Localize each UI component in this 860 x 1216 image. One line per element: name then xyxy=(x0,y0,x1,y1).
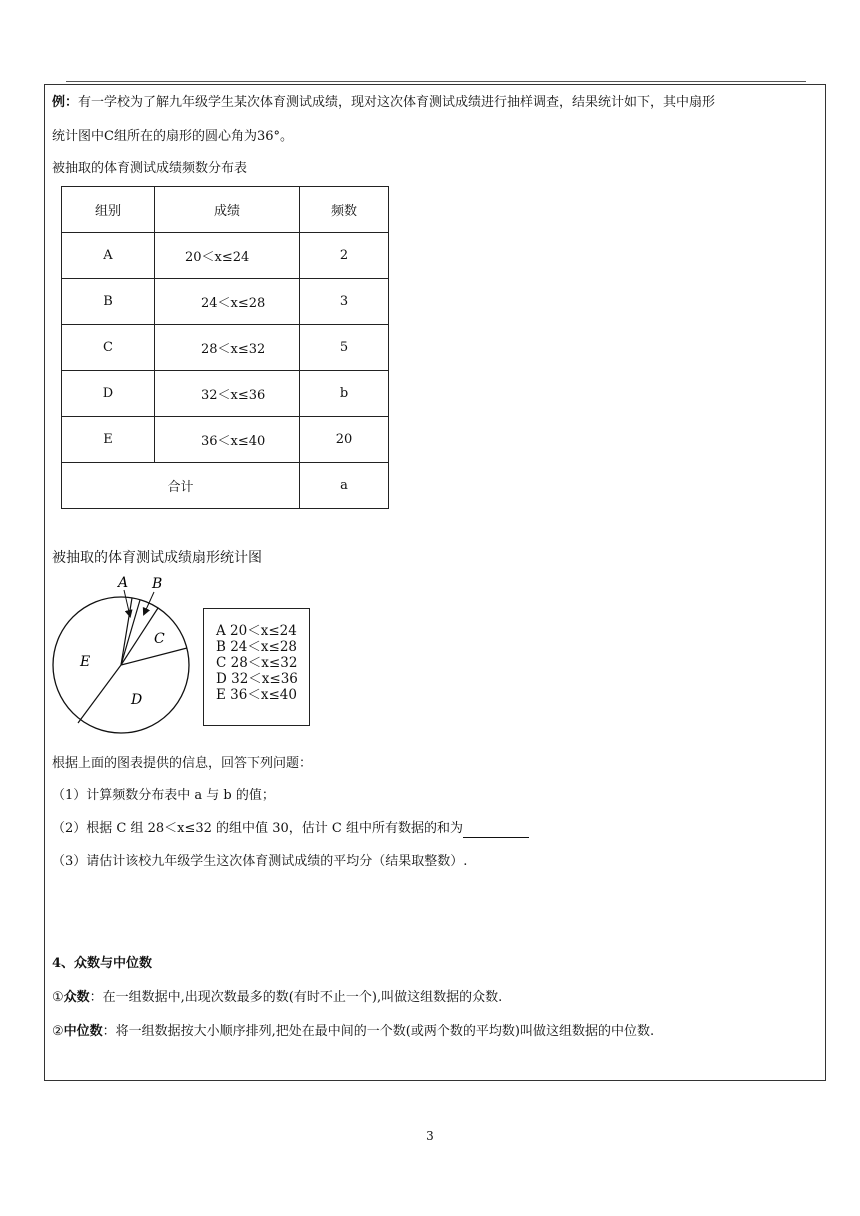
pie-chart-title: 被抽取的体育测试成绩扇形统计图 xyxy=(52,550,262,566)
header-rule xyxy=(66,81,806,82)
header-group: 组别 xyxy=(62,187,155,233)
total-value: a xyxy=(300,463,389,509)
slice-a-pointer xyxy=(124,590,130,616)
question-2 xyxy=(52,820,529,838)
pie-legend xyxy=(203,608,310,726)
question-3: （3）请估计该校九年级学生这次体育测试成绩的平均分（结果取整数）. xyxy=(52,854,468,869)
table-title: 被抽取的体育测试成绩频数分布表 xyxy=(52,161,248,176)
slice-label-c: C xyxy=(154,631,165,647)
table-row xyxy=(62,417,389,463)
answer-blank xyxy=(463,823,529,838)
mode-text: ：在一组数据中,出现次数最多的数(有时不止一个),叫做这组数据的众数. xyxy=(89,990,503,1005)
cell-frequency: 5 xyxy=(300,325,389,371)
page-number: 3 xyxy=(426,1129,434,1143)
cell-frequency: b xyxy=(300,371,389,417)
total-label: 合计 xyxy=(62,463,300,509)
mode-definition xyxy=(52,989,502,1007)
header-frequency: 频数 xyxy=(300,187,389,233)
section-4-heading: 4、众数与中位数 xyxy=(52,956,153,971)
question-1: （1）计算频数分布表中 a 与 b 的值； xyxy=(52,788,275,803)
legend-item: D 32＜x≤36 xyxy=(216,671,298,687)
cell-frequency: 20 xyxy=(300,417,389,463)
cell-group: B xyxy=(62,279,155,325)
cell-range: 20＜x≤24 xyxy=(155,233,300,279)
mode-marker: ① xyxy=(52,990,64,1005)
table-row xyxy=(62,233,389,279)
median-definition xyxy=(52,1023,654,1041)
slice-b-pointer xyxy=(144,592,154,614)
median-term: 中位数 xyxy=(63,1024,103,1039)
slice-label-b: B xyxy=(152,576,163,592)
cell-range: 28＜x≤32 xyxy=(155,325,300,371)
slice-label-e: E xyxy=(80,654,91,670)
questions-intro: 根据上面的图表提供的信息，回答下列问题： xyxy=(52,756,313,771)
table-total-row xyxy=(62,463,389,509)
median-text: ：将一组数据按大小顺序排列,把处在最中间的一个数(或两个数的平均数)叫做这组数据的中位数. xyxy=(102,1024,655,1039)
question-2-text: （2）根据 C 组 28＜x≤32 的组中值 30，估计 C 组中所有数据的和为 xyxy=(52,821,463,836)
table-header-row xyxy=(62,187,389,233)
frequency-table xyxy=(61,186,389,509)
pie-chart xyxy=(40,568,200,738)
table-row xyxy=(62,371,389,417)
mode-term: 众数 xyxy=(63,990,90,1005)
slice-label-d: D xyxy=(131,692,143,708)
pie-slice-boundary xyxy=(78,665,121,723)
table-row xyxy=(62,279,389,325)
cell-group: C xyxy=(62,325,155,371)
table-row xyxy=(62,325,389,371)
cell-group: A xyxy=(62,233,155,279)
cell-range: 32＜x≤36 xyxy=(155,371,300,417)
cell-group: D xyxy=(62,371,155,417)
example-line-2: 统计图中C组所在的扇形的圆心角为36°。 xyxy=(52,129,293,144)
legend-item: C 28＜x≤32 xyxy=(216,655,298,671)
example-label: 例： xyxy=(52,95,79,110)
legend-item: B 24＜x≤28 xyxy=(216,639,297,655)
example-text-1: 有一学校为了解九年级学生某次体育测试成绩，现对这次体育测试成绩进行抽样调查，结果统计如下，其中扇形 xyxy=(78,95,716,110)
slice-label-a: A xyxy=(118,575,129,591)
cell-frequency: 3 xyxy=(300,279,389,325)
cell-frequency: 2 xyxy=(300,233,389,279)
median-marker: ② xyxy=(52,1024,64,1039)
header-score: 成绩 xyxy=(155,187,300,233)
example-line-1 xyxy=(52,94,715,112)
legend-item: A 20＜x≤24 xyxy=(216,623,297,639)
cell-group: E xyxy=(62,417,155,463)
cell-range: 36＜x≤40 xyxy=(155,417,300,463)
cell-range: 24＜x≤28 xyxy=(155,279,300,325)
legend-item: E 36＜x≤40 xyxy=(216,687,297,703)
